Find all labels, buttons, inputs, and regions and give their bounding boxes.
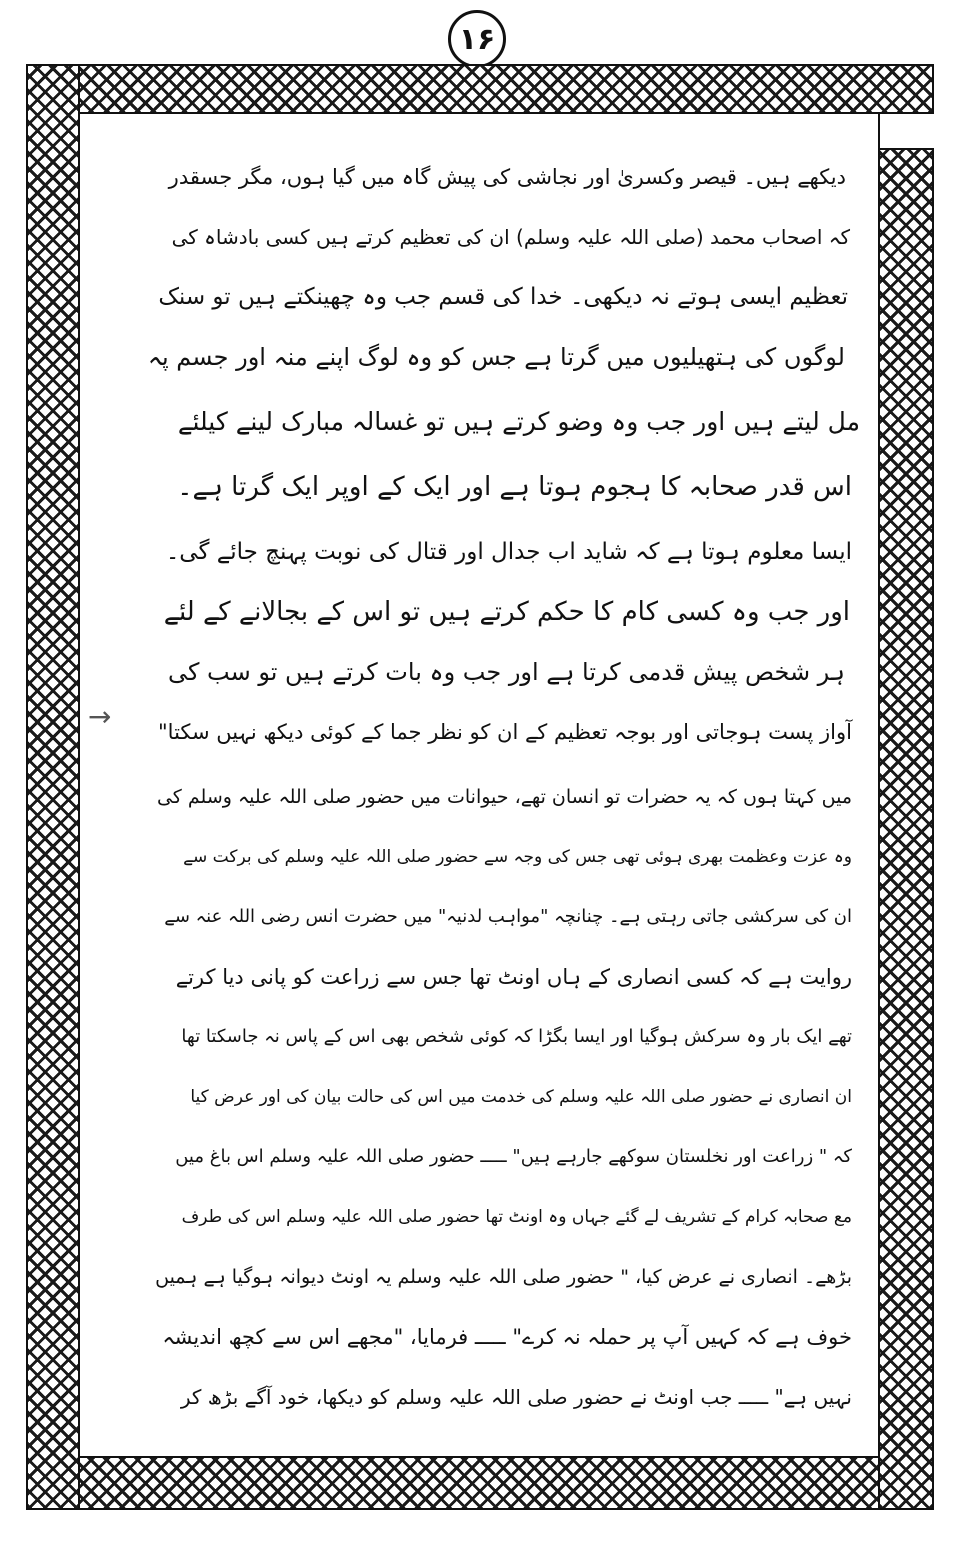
text-line: تعظیم ایسی ہوتے نہ دیکھی۔ خدا کی قسم جب وہ چھینکتے ہیں تو سنک — [158, 284, 848, 310]
text-line: اور جب وہ کسی کام کا حکم کرتے ہیں تو اس کے بجالانے کے لئے — [163, 597, 850, 627]
text-line: ایسا معلوم ہوتا ہے کہ شاید اب جدال اور قتال کی نوبت پہنچ جائے گی۔ — [165, 539, 852, 565]
ornamental-border-top — [28, 66, 932, 112]
text-line: نہیں ہے" ـــــ جب اونٹ نے حضور صلی اللہ علیہ وسلم کو دیکھا، خود آگے بڑھ کر — [180, 1385, 852, 1409]
text-line: ان انصاری نے حضور صلی اللہ علیہ وسلم کی خدمت میں اس کی حالت بیان کی اور عرض کیا — [190, 1087, 852, 1107]
text-line: کہ اصحاب محمد (صلی اللہ علیہ وسلم) ان کی تعظیم کرتے ہیں کسی بادشاہ کی — [171, 225, 850, 249]
text-line: آواز پست ہوجاتی اور بوجہ تعظیم کے ان کو نظر جما کے کوئی دیکھ نہیں سکتا" — [158, 720, 852, 744]
text-line: خوف ہے کہ کہیں آپ پر حملہ نہ کرے" ـــــ فرمایا، "مجھے اس سے کچھ اندیشہ — [162, 1325, 852, 1349]
text-line: ان کی سرکشی جاتی رہتی ہے۔ چنانچہ "مواہب لدنیہ" میں حضرت انس رضی اللہ عنہ سے — [164, 906, 852, 927]
text-line: مع صحابہ کرام کے تشریف لے گئے جہاں وہ اونٹ تھا حضور صلی اللہ علیہ وسلم اس کی طرف — [181, 1207, 852, 1227]
text-line: اس قدر صحابہ کا ہجوم ہوتا ہے اور ایک کے اوپر ایک گرتا ہے۔ — [177, 472, 852, 502]
text-line: ہر شخص پیش قدمی کرتا ہے اور جب وہ بات کرتے ہیں تو سب کی — [167, 658, 845, 686]
text-line: کہ " زراعت اور نخلستان سوکھے جارہے ہیں" ـــــ حضور صلی اللہ علیہ وسلم اس باغ میں — [175, 1146, 852, 1167]
ornamental-border-right — [880, 150, 932, 1508]
text-line: روایت ہے کہ کسی انصاری کے ہاں اونٹ تھا جس سے زراعت کو پانی دیا کرتے — [175, 965, 852, 989]
text-line: بڑھے۔ انصاری نے عرض کیا، " حضور صلی اللہ علیہ وسلم یہ اونٹ دیوانہ ہوگیا ہے ہمیں — [155, 1266, 852, 1288]
text-line: وہ عزت وعظمت بھری ہوئی تھی جس کی وجہ سے حضور صلی اللہ علیہ وسلم کی برکت سے — [183, 847, 852, 867]
ornamental-border-bottom — [28, 1458, 932, 1508]
text-line: تھے ایک بار وہ سرکش ہوگیا اور ایسا بگڑا کہ کوئی شخص بھی اس کے پاس نہ جاسکتا تھا — [181, 1026, 852, 1047]
margin-arrow-icon: → — [88, 700, 112, 733]
text-line: لوگوں کی ہتھیلیوں میں گرتا ہے جس کو وہ لوگ اپنے منہ اور جسم پہ — [147, 343, 845, 371]
page-number: ۱۶ — [448, 10, 506, 68]
ornamental-border-left — [28, 66, 78, 1508]
text-line: میں کہتا ہوں کہ یہ حضرات تو انسان تھے، حیوانات میں حضور صلی اللہ علیہ وسلم کی — [156, 786, 852, 808]
text-line: دیکھے ہیں۔ قیصر وکسریٰ اور نجاشی کی پیش گاہ میں گیا ہوں، مگر جسقدر — [168, 165, 846, 189]
text-line: مل لیتے ہیں اور جب وہ وضو کرتے ہیں تو غسالہ مبارک لینے کیلئے — [177, 407, 860, 436]
